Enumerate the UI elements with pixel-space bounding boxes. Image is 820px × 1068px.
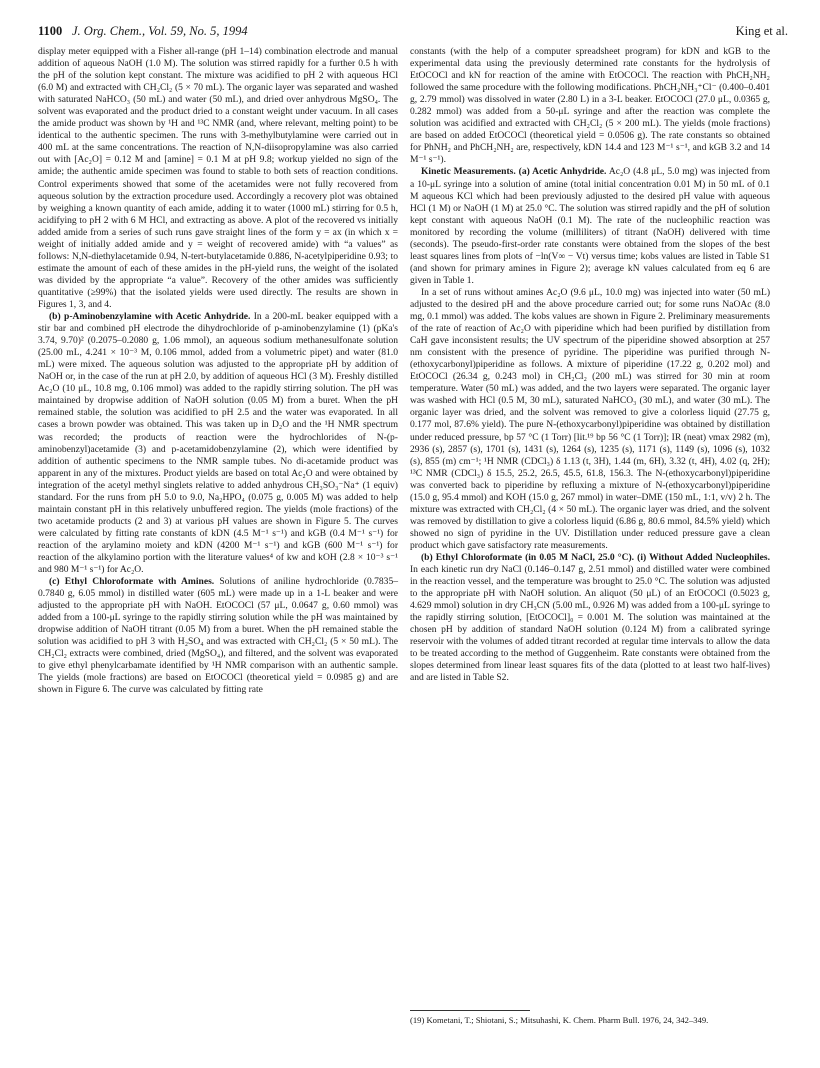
section-ethyl-chloroformate-kinetics (410, 552, 770, 685)
section-text: Ac₂O (4.8 μL, 5.0 mg) was injected from a 10-μL syringe into a solution of amine (total initial concentration 0.01 M) in 50 mL of 0.1 M aqueous KCl which had been previously adjusted to the desired pH value with aqueous HCl (1 M) or NaOH (1 M) at 25.0 °C. The solution was stirred rapidly and the pH of solution kept constant with aqueous NaOH (0.1 M). The rate of the nucleophilic reaction was monitored by recording the volume (milliliters) of titrant (NaOH) delivered with time (seconds). The pseudo-first-order rate constants were obtained from the slopes of the best least squares lines from plots of −ln(V∞ − Vt) versus time; kobs values are listed in Table S1 (and shown for primary amines in Figure 2); average kN values calculated from eq 6 are given in Table 1. (410, 166, 770, 286)
section-text: In each kinetic run dry NaCl (0.146–0.147 g, 2.51 mmol) and distilled water were combined in the reaction vessel, and the temperature was brought to 25.0 °C. The solution was adjusted to the appropriate pH with NaOH solution. An aliquot (50 μL) of an EtOCOCl (0.5023 g, 4.629 mmol) solution in dry CH₃CN (5.00 mL, 0.926 M) was added from a 100-μL syringe to the rapidly stirring solution, [EtOCOCl]₀ = 0.001 M. The solution was maintained at the chosen pH by addition of standard NaOH solution (0.124 M) from a calibrated syringe reservoir with the volumes of added titrant recorded at regular time intervals to allow the data to be treated according to the method of Guggenheim. Rate constants were obtained from the slopes determined from linear least squares fits of the data (plotted to at least two half-lives) and are listed in Table S2. (410, 564, 770, 684)
section-text: Solutions of aniline hydrochloride (0.7835–0.7840 g, 6.05 mmol) in distilled water (605 mL) were made up in a 1-L beaker and were adjusted to the appropriate pH with NaOH. EtOCOCl (57 μL, 0.0647 g, 0.60 mmol) was added from a 100-μL syringe to the rapidly stirring solution while the pH was maintained by dropwise addition of NaOH titrant (0.05 M) from a buret. When the pH remained stable the solution was acidified to pH 3 with H₂SO₄ and was extracted with CH₂Cl₂ (5 × 50 mL). The CH₂Cl₂ extracts were combined, dried (MgSO₄), and filtered, and the solvent was evaporated to give ethyl phenylcarbamate identified by ¹H NMR comparison with an authentic sample. The yields (mole fractions) are based on EtOCOCl (theoretical yield = 0.0985 g) and are shown in Figure 6. The curve was calculated by fitting rate (38, 576, 399, 696)
section-text: In a 200-mL beaker equipped with a stir bar and combined pH electrode the dihydrochloride of p-aminobenzylamine (1) (pKa's 3.74, 9.70)² (0.2075–0.2080 g, 1.06 mmol), an aqueous sodium methanesulfonate solution (25.00 mL, 4.241 × 10⁻³ M, 0.106 mmol, added from a volumetric pipet) and water (81.0 mL) were mixed. The aqueous solution was adjusted to the appropriate pH by addition of NaOH or, in the case of the run at pH 2.0, by addition of aqueous HCl (3 M). Freshly distilled Ac₂O (10 μL, 10.8 mg, 0.106 mmol) was added to the rapidly stirring solution. The pH was maintained by dropwise addition of NaOH solution (0.05 M) from a buret. When the pH remained stable, the solution was acidified to pH 2.5 and the water was evaporated. In all cases a brown powder was obtained. This was taken up in D₂O and the ¹H NMR spectrum was recorded; the products of reaction were the hydrochlorides of N-(p-aminobenzyl)acetamide (3) and p-acetamidobenzylamine (2), which were identified by addition of authentic specimens to the NMR sample tubes. No di-acetamide product was apparent in any of the mixtures. Product yields are based on total Ac₂O and were obtained by integration of the acetyl methyl singlets relative to added anhydrous CH₃SO₃⁻Na⁺ (1 equiv) standard. For the runs from pH 5.0 to 9.0, Na₂HPO₄ (0.075 g, 0.005 M) was added to help maintain constant pH in this relatively unbuffered region. The yields (mole fractions) of the two acetamide products (2 and 3) at various pH values are shown in Figure 5. The curves were calculated by fitting rate constants of kDN (4.5 M⁻¹ s⁻¹) and kGB (0.4 M⁻¹ s⁻¹) for reaction of the arylamino moiety and kDN (4200 M⁻¹ s⁻¹) and kGB (600 M⁻¹ s⁻¹) for reaction of the alkylamino portion with the literature values⁴ of kw and kOH (2.8 × 10⁻³ s⁻¹ and 980 M⁻¹ s⁻¹) for Ac₂O. (38, 311, 398, 576)
page-number: 1100 (38, 24, 63, 38)
paragraph-rate-constants: constants (with the help of a computer spreadsheet program) for kDN and kGB to the experimental data using the previously determined rate constants for the hydrolysis of EtOCOCl and kN for reaction of the amine with EtOCOCl. The reaction with PhCH₂NH₂ followed the same procedure with the following modifications. PhCH₂NH₃⁺Cl⁻ (0.400–0.401 g, 2.79 mmol) was dissolved in water (2.80 L) in a 3-L beaker. EtOCOCl (27.0 μL, 0.0365 g, 0.282 mmol) was added from a 50-μL syringe and after the reaction was complete the solution was acidified and extracted with CH₂Cl₂ (5 × 200 mL). The yields (mole fractions) are based on added EtOCOCl (theoretical yield = 0.0506 g). The rate constants so obtained for PhNH₂ and PhCH₂NH₂ are, respectively, kDN 14.4 and 123 M⁻¹ s⁻¹, and kGB 3.2 and 14 M⁻¹ s⁻¹). (410, 46, 770, 166)
section-c-ethyl-chloroformate (38, 576, 398, 696)
section-heading: (b) p-Aminobenzylamine with Acetic Anhydride. (49, 311, 251, 323)
running-header (38, 24, 788, 42)
section-b-aminobenzylamine (38, 311, 398, 576)
section-heading: (c) Ethyl Chloroformate with Amines. (49, 576, 215, 588)
section-heading: Kinetic Measurements. (a) Acetic Anhydride. (421, 166, 607, 178)
footnote-rule (410, 1010, 530, 1011)
paragraph-amide-workup: display meter equipped with a Fisher all-range (pH 1–14) combination electrode and manual addition of aqueous NaOH (1.0 M). The solution was stirred rapidly for a further 0.5 h with the pH of the solution kept constant. The mixture was acidified to pH 2 with aqueous HCl (6.0 M) and extracted with CH₂Cl₂ (5 × 70 mL). The organic layer was separated and washed with saturated NaHCO₃ (50 mL) and water (50 mL), and dried over anhydrous MgSO₄. The solvent was evaporated and the product dried to a constant weight under vacuum. In all cases the amide product was shown by ¹H and ¹³C NMR (and, where relevant, melting point) to be identical to the authentic specimen. The runs with 3-methylbutylamine were carried out in 400 mL at the same concentrations. The reaction of N,N-diisopropylamine was also carried out with [Ac₂O] = 0.12 M and [amine] = 0.1 M at pH 9.8; workup yielded no sign of the amide; the authentic amide specimen was found to stable to both sets of reaction conditions. Control experiments showed that some of the acetamides were not fully recovered from aqueous solution by the extraction procedure used. Accordingly a recovery plot was obtained by weighing a known quantity of each amide, adding it to water (1000 mL) stirring for 0.5 h, acidifying to pH 2 with 6 M HCl, and extracting as above. A plot of the recovered vs initially added amide from a series of such runs gave straight lines of the form y = ax (in which x = weight of initially added amide and y = weight of recovered amide) with “a values” as follows: N,N-diethylacetamide 0.94, N-tert-butylacetamide 0.886, N-acetylpiperidine 0.93; to estimate the amount of each of these amides in the pH-yield runs, the weight of the isolated was divided by the appropriate “a value”. Recovery of the other amides was sufficiently quantitative (≥99%) that the isolated yields were used directly. The results are shown in Figures 1, 3, and 4. (38, 46, 398, 310)
section-heading: (b) Ethyl Chloroformate (in 0.05 M NaCl, 25.0 °C). (i) Without Added Nucleophiles. (421, 551, 770, 563)
footnote-19: (19) Kometani, T.; Shiotani, S.; Mitsuhashi, K. Chem. Pharm Bull. 1976, 24, 342–349. (410, 1015, 709, 1025)
running-authors: King et al. (735, 24, 788, 38)
section-kinetic-measurements (410, 166, 770, 286)
right-column (410, 46, 770, 684)
left-column (38, 46, 398, 697)
paragraph-piperidine: In a set of runs without amines Ac₂O (9.6 μL, 10.0 mg) was injected into water (50 mL) adjusted to the desired pH and the above procedure carried out; for some runs NaOAc (8.0 mg, 0.1 mmol) was added. The kobs values are shown in Figure 2. Preliminary measurements of the rate of reaction of Ac₂O with piperidine which had been purified by distillation from CaH gave inconsistent results; the UV spectrum of the piperidine showed absorption at 257 nm consistent with the presence of pyridine. The piperidine was purified through N-(ethoxycarbonyl)piperidine as follows. A mixture of piperidine (17.22 g, 0.202 mol) and EtOCOCl (26.34 g, 0.243 mol) in CH₂Cl₂ (200 mL) was stirred for 30 min at room temperature. Water (50 mL) was added, and the two layers were separated. The organic layer was washed with HCl (0.5 M, 30 mL), saturated NaHCO₃ (30 mL), and water (30 mL). The organic layer was dried, and the solvent was removed to give a colorless liquid (27.75 g, 0.177 mol, 87.6% yield). The pure N-(ethoxycarbonyl)piperidine was obtained by distillation under reduced pressure, bp 57 °C (1 Torr) [lit.¹⁹ bp 56 °C (1 Torr)]; IR (neat) νmax 2982 (m), 2936 (s), 2857 (s), 1701 (s), 1431 (s), 1264 (s), 1235 (s), 1171 (s), 1149 (s), 1096 (s), 1032 (s), 855 (m) cm⁻¹; ¹H NMR (CDCl₃) δ 1.13 (t, 3H), 1.44 (m, 6H), 3.32 (t, 4H), 4.02 (q, 2H); ¹³C NMR (CDCl₃) δ 15.5, 25.2, 26.5, 45.5, 61.8, 156.3. The N-(ethoxycarbonyl)piperidine was converted back to piperidine by refluxing a mixture of N-(ethoxycarbonyl)piperidine (15.0 g, 95.4 mmol) and KOH (15.0 g, 267 mmol) in water–DME (150 mL, 1:1, v/v) 2 h. The mixture was extracted with CH₂Cl₂ (4 × 50 mL). The organic layer was dried, and the solvent was removed by distillation to give a colorless liquid (6.86 g, 80.6 mmol, 84.5% yield) which showed no sign of pyridine in the UV. Distillation under reduced pressure gave a clean product which gave satisfactory rate measurements. (410, 286, 770, 551)
journal-citation: J. Org. Chem., Vol. 59, No. 5, 1994 (72, 24, 248, 38)
